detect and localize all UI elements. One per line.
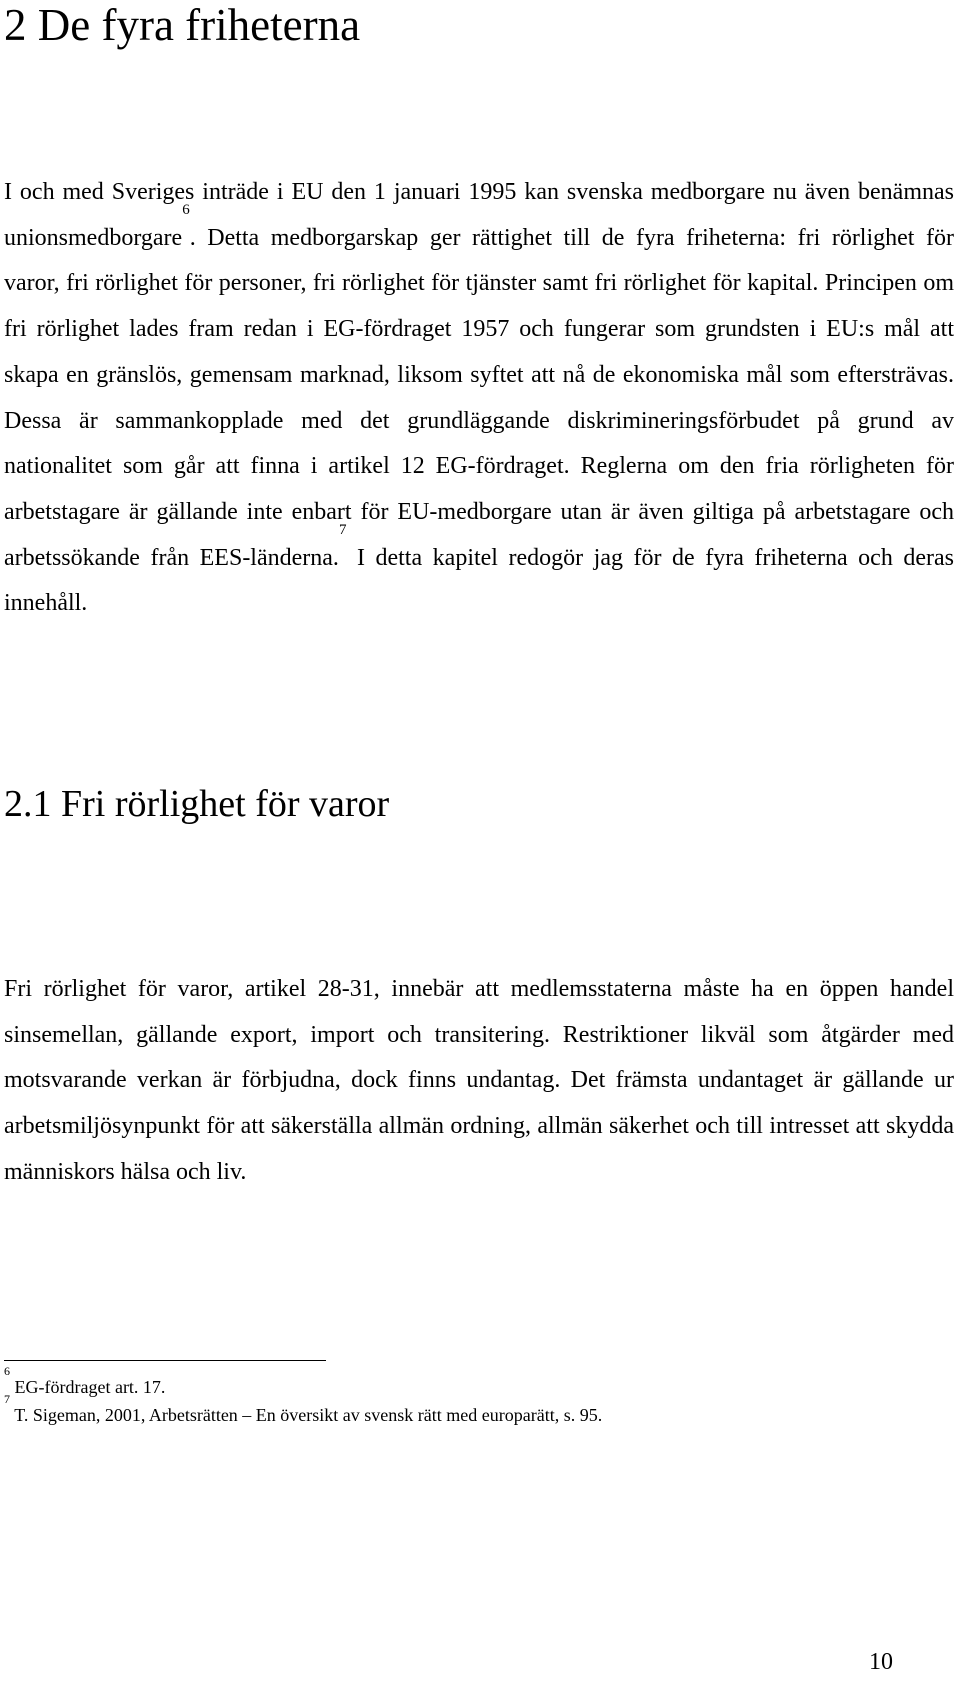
footnote-text: T. Sigeman, 2001, Arbetsrätten – En översikt av svensk rätt med europarätt, s. 95. [14,1405,603,1425]
footnote-6 [4,1364,166,1398]
section-title: 2.1 Fri rörlighet för varor [4,783,390,825]
footnote-reference-7: 7 [338,521,347,538]
footnote-number: 7 [4,1392,10,1406]
paragraph-text-part: I detta kapitel redogör jag för de fyra friheterna och deras innehåll. [4,544,954,617]
paragraph-text-part: I och med Sveriges inträde i EU den 1 januari 1995 kan svenska medborgare nu även benämnas unionsmedborgare [4,179,954,251]
footnote-7 [4,1392,603,1426]
footnote-reference-6: 6 [182,201,190,218]
chapter-title: 2 De fyra friheterna [4,0,361,50]
footnote-number: 6 [4,1364,10,1378]
chapter-intro-paragraph [4,170,954,627]
section-paragraph: Fri rörlighet för varor, artikel 28-31, innebär att medlemsstaterna måste ha en öppen handel sinsemellan, gällande export, import och transitering. Restriktioner likväl som åtgärder med motsvarande verkan är förbjudna, dock finns undantag. Det främsta undantaget är gällande ur arbetsmiljösynpunkt för att säkerställa allmän ordning, allmän säkerhet och till intresset att skydda människors hälsa och liv. [4,976,954,1185]
footnote-text: EG-fördraget art. 17. [14,1377,166,1397]
footnote-separator [4,1360,326,1361]
page-number: 10 [869,1649,893,1675]
paragraph-text-part: . Detta medborgarskap ger rättighet till de fyra friheterna: fri rörlighet för varor, fri rörlighet för personer, fri rörlighet för tjänster samt fri rörlighet för kapital. Principen om fri rörlighet lades fram redan i EG-fördraget 1957 och fungerar som grundsten i EU:s mål att skapa en gränslös, gemensam marknad, liksom syftet att nå de ekonomiska mål som eftersträvas. Dessa är sammankopplade med det grundläggande diskrimineringsförbudet på grund av nationalitet som går att finna i artikel 12 EG-fördraget. Reglerna om den fria rörligheten för arbetstagare är gällande inte enbart för EU-medborgare utan är även giltiga på arbetstagare och arbetssökande från EES-länderna. [4,224,954,571]
